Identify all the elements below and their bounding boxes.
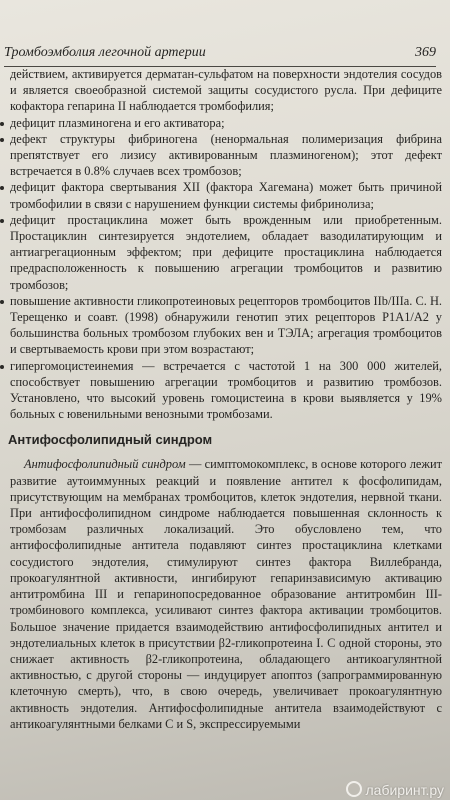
list-item-text: дефицит фактора свертывания XII (фактора Хагемана) может быть причиной тромбофилии в связи с нарушением функции системы фибринолиза; (10, 180, 442, 211)
watermark (346, 781, 444, 798)
intro-paragraph: действием, активируется дерматан-сульфатом на поверхности эндотелия сосудов и является своеобразной системой защиты сосудистого русла. При дефиците кофактора гепарина II наблюдается тромбофилия; (10, 67, 442, 114)
labirint-logo-icon (346, 781, 362, 797)
list-item-text: повышение активности гликопротеиновых рецепторов тромбоцитов IIb/IIIa. С. Н. Терещенко и соавт. (1998) обнаружили генотип этих рецепторов P1A1/A2 у большинства больных тромбозом глубоких вен и ТЭЛА; агрегация тромбоцитов и свертываемость крови при этом возрастают; (10, 293, 442, 357)
bullet-icon (0, 300, 4, 304)
defined-term: Антифосфолипидный синдром (24, 457, 186, 472)
bullet-icon (0, 122, 4, 126)
list-item (0, 358, 442, 423)
list-item-text: дефект структуры фибриногена (ненормальная полимеризация фибрина препятствует его лизису активированным плазминогеном); этот дефект встречается в 0.8% случаев всех тромбозов; (10, 131, 442, 179)
list-item (0, 179, 442, 211)
bullet-icon (0, 138, 4, 142)
bullet-icon (0, 186, 4, 190)
running-head-title: Тромбоэмболия легочной артерии (4, 45, 206, 60)
bullet-icon (0, 365, 4, 369)
section-paragraph-text: — симптомокомплекс, в основе которого лежит развитие аутоиммунных реакций и появление антител к фосфолипидам, присутствующим на мембранах тромбоцитов, клеток эндотелия, нервной ткани. При антифосфолипидном синдроме наблюдается повышенная склонность к тромбозам различных локализаций. Это обусловлено тем, что антифосфолипидные антитела подавляют синтез простациклина клетками сосудистого эндотелия, стимулируют синтез фактора Виллебранда, прокоагулянтной активности, ингибируют гепаринзависимую активацию антитромбина III и гепаринопосредованное образование антитромбин III-тромбинового комплекса, усиливают синтез фактора активации тромбоцитов. Большое значение придается взаимодействию антифосфолипидных антител и эндотелиальных клеток в присутствии β2-гликопротеина I. С одной стороны, это снижает активность β2-гликопротеина, обладающего антикоагулянтной активностью, с другой стороны — индуцирует апоптоз (запрограммированную клеточную смерть), что, в свою очередь, увеличивает прокоагулянтную активность эндотелия. Антифосфолипидные антитела взаимодействуют с антикоагулянтными белками С и S, экспрессируемыми (10, 457, 442, 731)
bullet-list (0, 115, 442, 423)
list-item-text: дефицит простациклина может быть врожденным или приобретенным. Простациклин синтезируется эндотелием, обладает вазодилатирующим и антиагрегационным эффектом; при дефиците простациклина наблюдается предрасположенность к повышению агрегации тромбоцитов и развитию тромбозов; (10, 212, 442, 292)
page-body (0, 66, 442, 732)
bullet-icon (0, 219, 4, 223)
list-item (0, 131, 442, 180)
section-paragraph (0, 456, 442, 731)
list-item (0, 212, 442, 293)
section-heading: Антифосфолипидный синдром (8, 432, 213, 448)
watermark-text: лабиринт.ру (365, 782, 444, 798)
running-head (4, 44, 436, 67)
list-item (0, 115, 442, 131)
list-item (0, 293, 442, 358)
list-item-text: гипергомоцистеинемия — встречается с частотой 1 на 300 000 жителей, способствует повышению агрегации тромбоцитов и развитию тромбозов. Установлено, что высокий уровень гомоцистеина в крови выявляется у 19% больных с ювенильными венозными тромбозами. (10, 358, 442, 422)
page-number: 369 (415, 45, 436, 60)
list-item-text: дефицит плазминогена и его активатора; (10, 115, 225, 130)
